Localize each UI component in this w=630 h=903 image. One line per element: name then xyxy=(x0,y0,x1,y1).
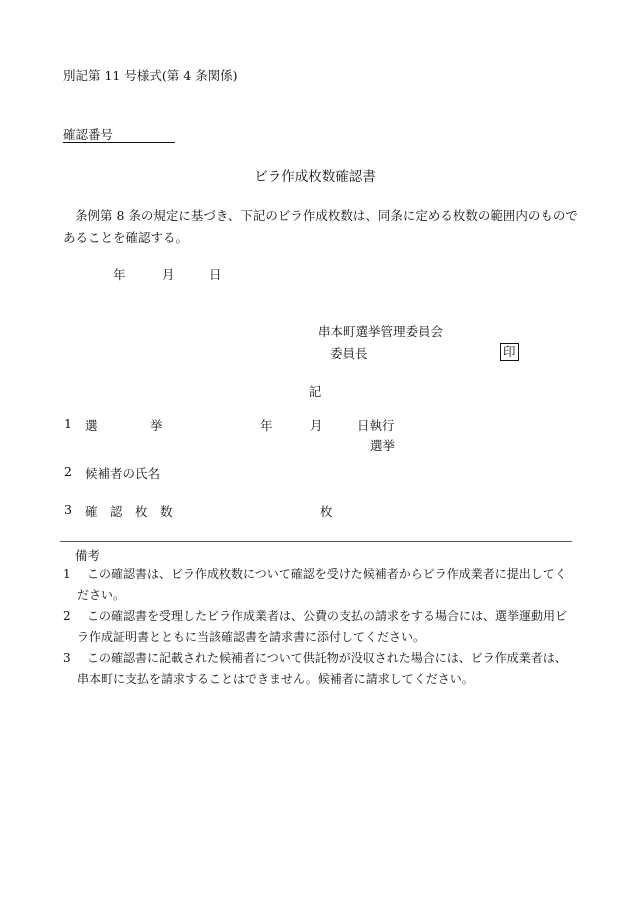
ki-heading: 記 xyxy=(308,384,322,399)
item1-label-b: 挙 xyxy=(150,418,163,433)
remark-2-text: この確認書を受理したビラ作成業者は、公費の支払の請求をする場合には、選挙運動用ビラ作成証明書とともに当該確認書を請求書に添付してください。 xyxy=(77,609,568,644)
confirmation-number xyxy=(63,125,175,143)
item1-num: 1 xyxy=(64,416,72,431)
item2-label: 候補者の氏名 xyxy=(85,466,161,481)
body-text: 条例第 8 条の規定に基づき、下記のビラ作成枚数は、同条に定める枚数の範囲内のものであることを確認する。 xyxy=(63,208,578,245)
date-month: 月 xyxy=(162,267,175,282)
item3-num: 3 xyxy=(64,502,72,517)
remark-3-text: この確認書に記載された候補者について供託物が没収された場合には、ビラ作成業者は、串本町に支払を請求することはできません。候補者に請求してください。 xyxy=(77,651,567,686)
seal-mark: 印 xyxy=(500,343,519,361)
confirmation-number-blank xyxy=(113,129,175,143)
section-divider xyxy=(60,541,572,542)
issuer-title: 委員長 xyxy=(330,346,368,361)
remark-1-text: この確認書は、ビラ作成枚数について確認を受けた候補者からビラ作成業者に提出してください。 xyxy=(77,567,567,602)
item1-month: 月 xyxy=(310,418,323,433)
remark-2-num: 2 xyxy=(63,609,71,623)
date-year: 年 xyxy=(113,267,126,282)
confirmation-number-label: 確認番号 xyxy=(63,127,114,142)
item1-day-exec: 日執行 xyxy=(357,418,395,433)
item1-election: 選挙 xyxy=(370,438,396,453)
remark-3-num: 3 xyxy=(63,651,71,665)
document-title: ビラ作成枚数確認書 xyxy=(254,169,376,185)
remark-3 xyxy=(63,648,578,690)
remarks-heading: 備考 xyxy=(75,548,101,563)
date-day: 日 xyxy=(209,267,222,282)
item1-label-a: 選 xyxy=(85,418,98,433)
issuer-org: 串本町選挙管理委員会 xyxy=(318,324,444,339)
item3-label: 確 認 枚 数 xyxy=(85,504,173,519)
item3-unit: 枚 xyxy=(320,504,333,519)
item1-year: 年 xyxy=(260,418,273,433)
form-label: 別記第 11 号様式(第 4 条関係) xyxy=(63,68,238,83)
item2-num: 2 xyxy=(64,464,72,479)
remarks-list xyxy=(63,564,578,690)
remark-1-num: 1 xyxy=(63,567,71,581)
remark-1 xyxy=(63,564,578,606)
remark-2 xyxy=(63,606,578,648)
